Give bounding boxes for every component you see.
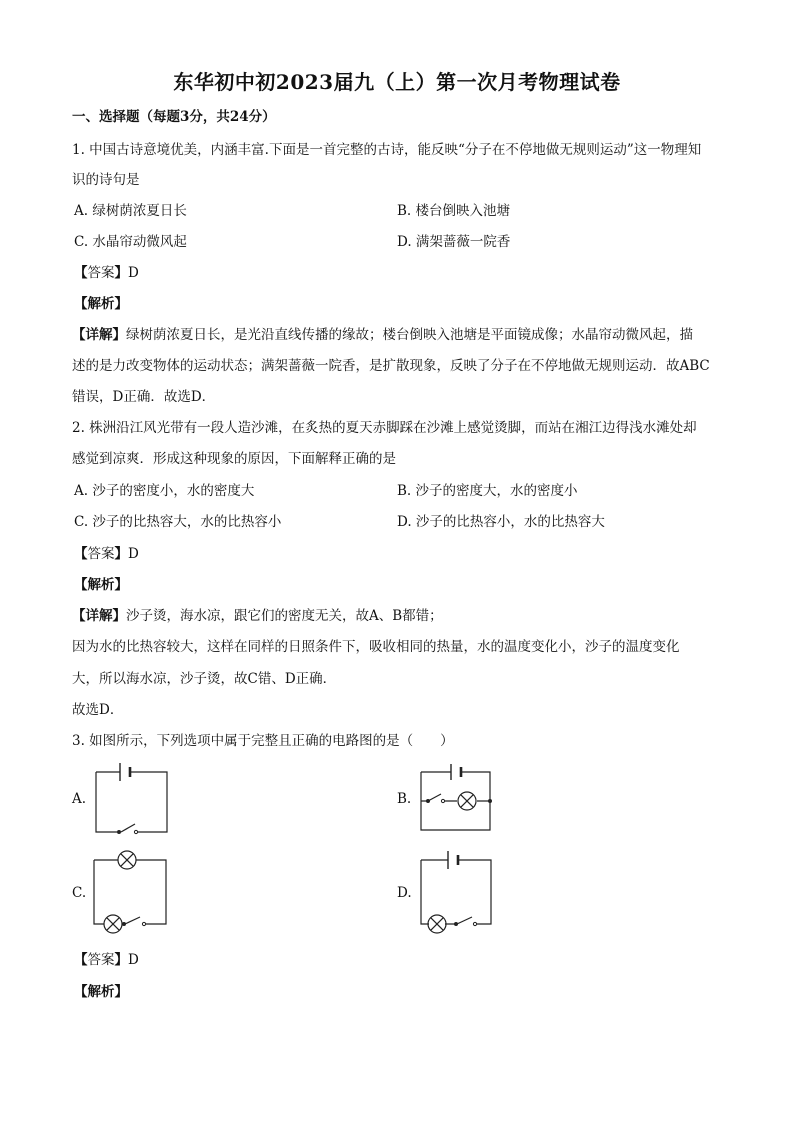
- q3-label-c: C.: [72, 885, 87, 901]
- q2-option-d: D. 沙子的比热容小，水的比热容大: [397, 514, 605, 530]
- q2-answer: 【答案】D: [74, 546, 139, 562]
- circuit-diagram-c: [90, 848, 172, 938]
- q1-detail-line3: 错误，D正确．故选D．: [72, 389, 216, 405]
- circuit-diagram-a: [90, 760, 172, 838]
- q2-analysis-label: 【解析】: [74, 577, 128, 593]
- q1-detail-line2: 述的是力改变物体的运动状态；满架蔷薇一院香，是扩散现象，反映了分子在不停地做无规则运动．故ABC: [72, 358, 710, 374]
- q3-stem: 3. 如图所示，下列选项中属于完整且正确的电路图的是（ ）: [72, 733, 454, 749]
- q2-stem-line2: 感觉到凉爽．形成这种现象的原因，下面解释正确的是: [72, 451, 396, 467]
- q1-option-b: B. 楼台倒映入池塘: [397, 203, 511, 219]
- q2-option-c: C. 沙子的比热容大，水的比热容小: [74, 514, 282, 530]
- circuit-diagram-b: [415, 764, 497, 836]
- page-title: 东华初中初2023届九（上）第一次月考物理试卷: [173, 70, 621, 94]
- q2-detail-line2: 因为水的比热容较大，这样在同样的日照条件下，吸收相同的热量，水的温度变化小，沙子的温度变化: [72, 639, 680, 655]
- q3-label-b: B.: [397, 791, 412, 807]
- circuit-diagram-d: [415, 848, 497, 940]
- q2-stem-line1: 2. 株洲沿江风光带有一段人造沙滩，在炙热的夏天赤脚踩在沙滩上感觉烫脚，而站在湘江边得浅水滩处却: [72, 420, 697, 436]
- q1-detail-line1: 【详解】绿树荫浓夏日长，是光沿直线传播的缘故；楼台倒映入池塘是平面镜成像；水晶帘动微风起，描: [72, 327, 693, 343]
- q2-detail-line1: 【详解】沙子烫，海水凉，跟它们的密度无关，故A、B都错；: [72, 608, 443, 624]
- q2-detail-line3: 大，所以海水凉，沙子烫，故C错、D正确．: [72, 671, 337, 687]
- q3-label-a: A.: [72, 791, 87, 807]
- q3-analysis-label: 【解析】: [74, 984, 128, 1000]
- q2-option-b: B. 沙子的密度大，水的密度小: [397, 483, 578, 499]
- q3-label-d: D.: [397, 885, 412, 901]
- q1-answer: 【答案】D: [74, 265, 139, 281]
- q3-answer: 【答案】D: [74, 952, 139, 968]
- q2-detail-line4: 故选D．: [72, 702, 124, 718]
- q1-stem-line1: 1. 中国古诗意境优美，内涵丰富.下面是一首完整的古诗，能反映“分子在不停地做无规则运动”这一物理知: [72, 142, 702, 158]
- q1-option-c: C. 水晶帘动微风起: [74, 234, 187, 250]
- q1-option-a: A. 绿树荫浓夏日长: [74, 203, 187, 219]
- section-heading: 一、选择题（每题3分，共24分）: [72, 109, 276, 125]
- q1-option-d: D. 满架蔷薇一院香: [397, 234, 511, 250]
- q1-stem-line2: 识的诗句是: [72, 172, 140, 188]
- q1-analysis-label: 【解析】: [74, 296, 128, 312]
- q2-option-a: A. 沙子的密度小，水的密度大: [74, 483, 255, 499]
